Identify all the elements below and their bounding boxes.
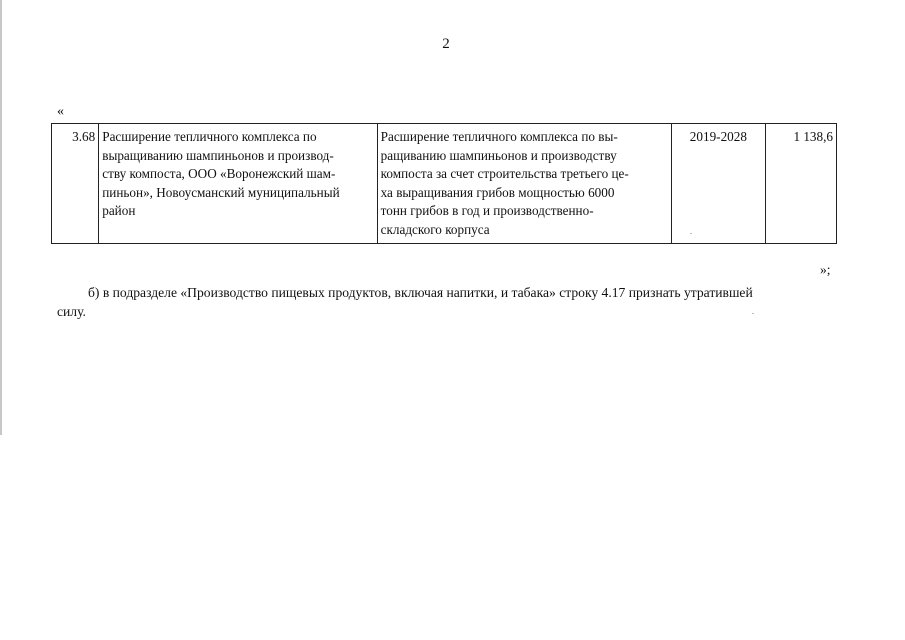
description-line: складского корпуса xyxy=(380,221,490,237)
project-description xyxy=(377,124,672,244)
project-name xyxy=(99,124,377,244)
scan-speck xyxy=(752,313,754,314)
investment-amount: 1 138,6 xyxy=(765,124,836,244)
description-line: тонн грибов в год и производственно- xyxy=(380,203,594,219)
page-number: 2 xyxy=(442,36,450,52)
description-line: ращиванию шампиньонов и производству xyxy=(380,147,617,163)
description-line: Расширение тепличного комплекса по вы- xyxy=(380,129,618,144)
paragraph-line-1: б) в подразделе «Производство пищевых продуктов, включая напитки, и табака» строку 4.17 признать утратившей xyxy=(88,285,753,300)
amendment-paragraph xyxy=(57,284,839,321)
project-name-line: ству компоста, ООО «Воронежский шам- xyxy=(102,166,336,182)
closing-quote: »; xyxy=(820,262,831,277)
project-name-line: выращиванию шампиньонов и производ- xyxy=(102,147,334,163)
description-line: компоста за счет строительства третьего це- xyxy=(380,166,629,182)
row-number: 3.68 xyxy=(52,124,99,244)
project-name-line: пиньон», Новоусманский муниципальный xyxy=(102,184,340,200)
amendment-table xyxy=(51,123,837,244)
scan-speck xyxy=(690,233,692,234)
table-row xyxy=(52,124,837,244)
description-line: ха выращивания грибов мощностью 6000 xyxy=(380,184,615,200)
scan-edge xyxy=(0,0,2,435)
project-years: 2019-2028 xyxy=(672,124,765,244)
project-name-line: Расширение тепличного комплекса по xyxy=(102,129,317,144)
opening-quote: « xyxy=(57,104,64,119)
project-name-line: район xyxy=(102,203,136,219)
paragraph-line-2: силу. xyxy=(57,303,86,319)
